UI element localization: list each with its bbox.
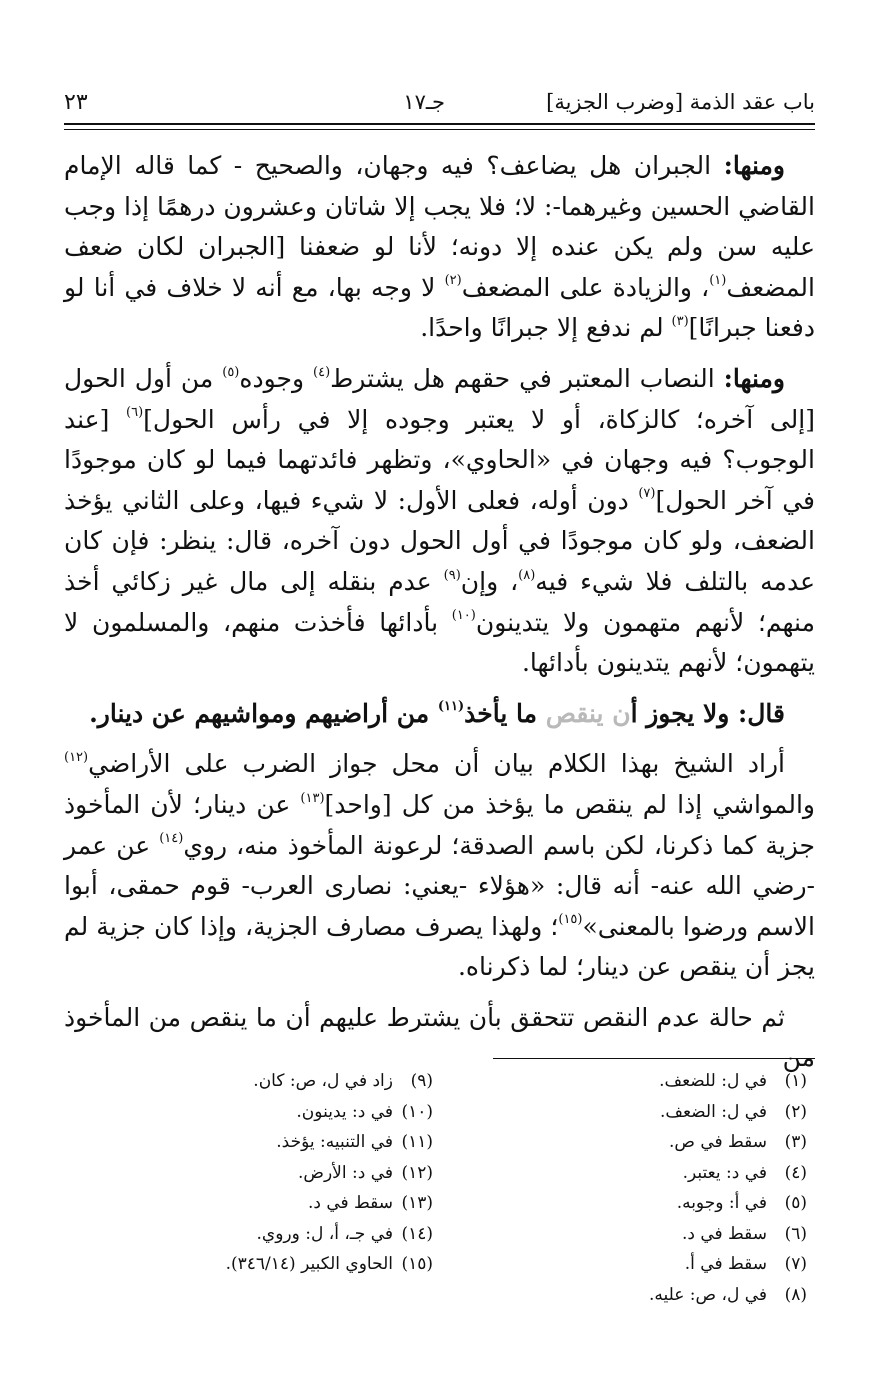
main-text — [64, 146, 815, 1089]
text-run: قال: ولا يجوز أ — [630, 698, 785, 728]
footnote-ref: (١٣) — [300, 790, 325, 806]
paragraph — [64, 744, 815, 988]
footnote — [477, 1127, 807, 1158]
footnote — [103, 1219, 433, 1250]
paragraph-lead: ومنها: — [723, 363, 785, 393]
footnote-number: (١١) — [401, 1132, 433, 1152]
faint-text-run: ن ينقص — [545, 698, 631, 728]
footnote-number: (٨) — [784, 1284, 807, 1305]
text-run: ما يأخذ — [464, 698, 546, 728]
footnotes-left-column — [103, 1066, 433, 1280]
footnote-number: (٧) — [784, 1254, 807, 1274]
footnote-ref: (٥) — [222, 364, 240, 380]
footnote-ref: (١٤) — [159, 831, 184, 847]
footnote-text: في د: الأرض. — [298, 1162, 393, 1183]
footnote — [103, 1066, 433, 1097]
footnote-text: سقط في د. — [307, 1193, 393, 1213]
footnote-text: سقط في ص. — [668, 1132, 767, 1152]
text-run: دون أوله، فعلى الأول: لا شيء فيها، وعلى الثاني يؤخذ الضعف، ولو كان موجودًا في أول الحول دون آخره، قال: ينظر: فإن كان عدمه بالتلف فلا شيء فيه — [64, 485, 815, 596]
matn-paragraph — [64, 694, 815, 735]
footnote-text: في ل، ص: عليه. — [648, 1284, 767, 1305]
footnote-number: (٩) — [410, 1071, 433, 1091]
text-run: والمواشي إذا لم ينقص ما يؤخذ من كل [واحد] — [324, 789, 815, 819]
text-run: الجبران هل يضاعف؟ فيه وجهان، والصحيح - كما قاله الإمام القاضي الحسين وغيرهما-: لا؛ فلا يجب إلا شاتان وعشرون درهمًا إذا وجب عليه سن ولم يكن عنده إلا دونه؛ لأنا لو ضعفنا [الجبران لكان ضعف المضعف — [64, 151, 815, 302]
footnote-text: سقط في د. — [681, 1223, 767, 1244]
footnote-number: (٢) — [784, 1101, 807, 1122]
footnote — [103, 1127, 433, 1158]
text-run: أراد الشيخ بهذا الكلام بيان أن محل جواز الضرب على الأراضي — [88, 749, 785, 779]
footnotes-right-column — [477, 1066, 807, 1310]
text-run: عن دينار؛ لأن المأخوذ جزية كما ذكرنا، لكن باسم الصدقة؛ لرعونة المأخوذ منه، روي — [64, 789, 815, 860]
text-run: من أراضيهم ومواشيهم عن دينار. — [89, 698, 438, 728]
chapter-title: باب عقد الذمة [وضرب الجزية] — [546, 90, 815, 114]
text-run: لم ندفع إلا جبرانًا واحدًا. — [420, 313, 672, 343]
text-run: ، وإن — [460, 566, 519, 596]
volume-number: جـ١٧ — [403, 90, 445, 114]
footnote — [477, 1280, 807, 1311]
footnote-text: في ل: للضعف. — [659, 1071, 767, 1091]
paragraph — [64, 146, 815, 349]
footnote-text: في د: يدينون. — [296, 1101, 393, 1122]
footnote-text: الحاوي الكبير (٣٤٦/١٤). — [225, 1254, 393, 1274]
footnote-ref: (٤) — [313, 364, 331, 380]
footnote-number: (٥) — [784, 1193, 807, 1213]
footnote-ref: (١٢) — [64, 749, 89, 765]
footnote-separator — [493, 1058, 815, 1059]
footnote-ref: (٢) — [444, 273, 462, 289]
text-run: [عند الوجوب؟ فيه وجهان في «الحاوي»، وتظهر فائدتهما فيما لو كان موجودًا في آخر الحول] — [64, 404, 815, 515]
header-rule-thick — [64, 123, 815, 125]
footnote-ref: (١١) — [437, 699, 465, 715]
footnote — [477, 1188, 807, 1219]
footnote-number: (١٢) — [401, 1162, 433, 1183]
footnote-number: (١٣) — [401, 1193, 433, 1213]
footnote — [103, 1097, 433, 1128]
footnote-ref: (٧) — [638, 486, 656, 502]
footnote — [103, 1249, 433, 1280]
footnote — [477, 1097, 807, 1128]
footnote — [103, 1188, 433, 1219]
footnote-number: (٣) — [784, 1132, 807, 1152]
text-run: ، والزيادة على المضعف — [461, 272, 710, 302]
footnote-number: (١) — [784, 1071, 807, 1091]
footnote-number: (١٤) — [401, 1223, 433, 1244]
footnote — [103, 1158, 433, 1189]
footnote-text: في جـ، أ، ل: وروي. — [256, 1223, 393, 1244]
text-run: عن عمر -رضي الله عنه- أنه قال: «هؤلاء -يعني: نصارى العرب- قوم حمقى، أبوا الاسم ورضوا بالمعنى» — [64, 830, 815, 941]
paragraph — [64, 359, 815, 684]
footnote-number: (٤) — [784, 1162, 807, 1183]
footnote-text: في ل: الضعف. — [659, 1101, 767, 1122]
footnote-number: (١٥) — [401, 1254, 433, 1274]
footnote-text: سقط في أ. — [684, 1254, 767, 1274]
text-run: وجوده — [239, 363, 313, 393]
footnote-ref: (٩) — [443, 567, 461, 583]
footnote-text: زاد في ل، ص: كان. — [253, 1071, 393, 1091]
text-run: لا وجه بها، مع أنه لا خلاف في أنا لو دفعنا جبرانًا] — [64, 272, 815, 343]
footnote — [477, 1066, 807, 1097]
header-rule-thin — [64, 129, 815, 130]
footnote-ref: (١) — [709, 273, 727, 289]
text-run: ثم حالة عدم النقص تتحقق بأن يشترط عليهم أن ما ينقص من المأخوذ من — [64, 1002, 815, 1073]
text-run: من أول الحول [إلى آخره؛ كالزكاة، أو لا يعتبر وجوده إلا في رأس الحول] — [64, 363, 815, 434]
footnote — [477, 1158, 807, 1189]
paragraph-lead: ومنها: — [723, 151, 785, 180]
footnote-ref: (٨) — [518, 567, 536, 583]
text-run: بأدائها فأخذت منهم، والمسلمون لا يتهمون؛ لأنهم يتدينون بأدائها. — [64, 607, 815, 678]
footnote-text: في أ: وجوبه. — [676, 1193, 767, 1213]
footnote-ref: (١٠) — [451, 608, 476, 624]
footnote-text: في د: يعتبر. — [682, 1162, 767, 1183]
text-run: النصاب المعتبر في حقهم هل يشترط — [330, 363, 724, 393]
footnote-number: (٦) — [784, 1223, 807, 1244]
footnote — [477, 1219, 807, 1250]
footnote-text: في التنبيه: يؤخذ. — [276, 1132, 393, 1152]
text-run: عدم بنقله إلى مال غير زكائي أخذ منهم؛ لأنهم متهمون ولا يتدينون — [64, 566, 815, 637]
footnote-ref: (١٥) — [558, 912, 583, 928]
text-run: ؛ ولهذا يصرف مصارف الجزية، وإذا كان جزية لم يجز أن ينقص عن دينار؛ لما ذكرناه. — [64, 911, 815, 982]
page-number: ٢٣ — [64, 90, 88, 115]
footnote-ref: (٦) — [126, 405, 144, 421]
footnote — [477, 1249, 807, 1280]
running-header — [64, 84, 815, 124]
footnote-number: (١٠) — [401, 1101, 433, 1122]
footnote-ref: (٣) — [671, 314, 689, 330]
